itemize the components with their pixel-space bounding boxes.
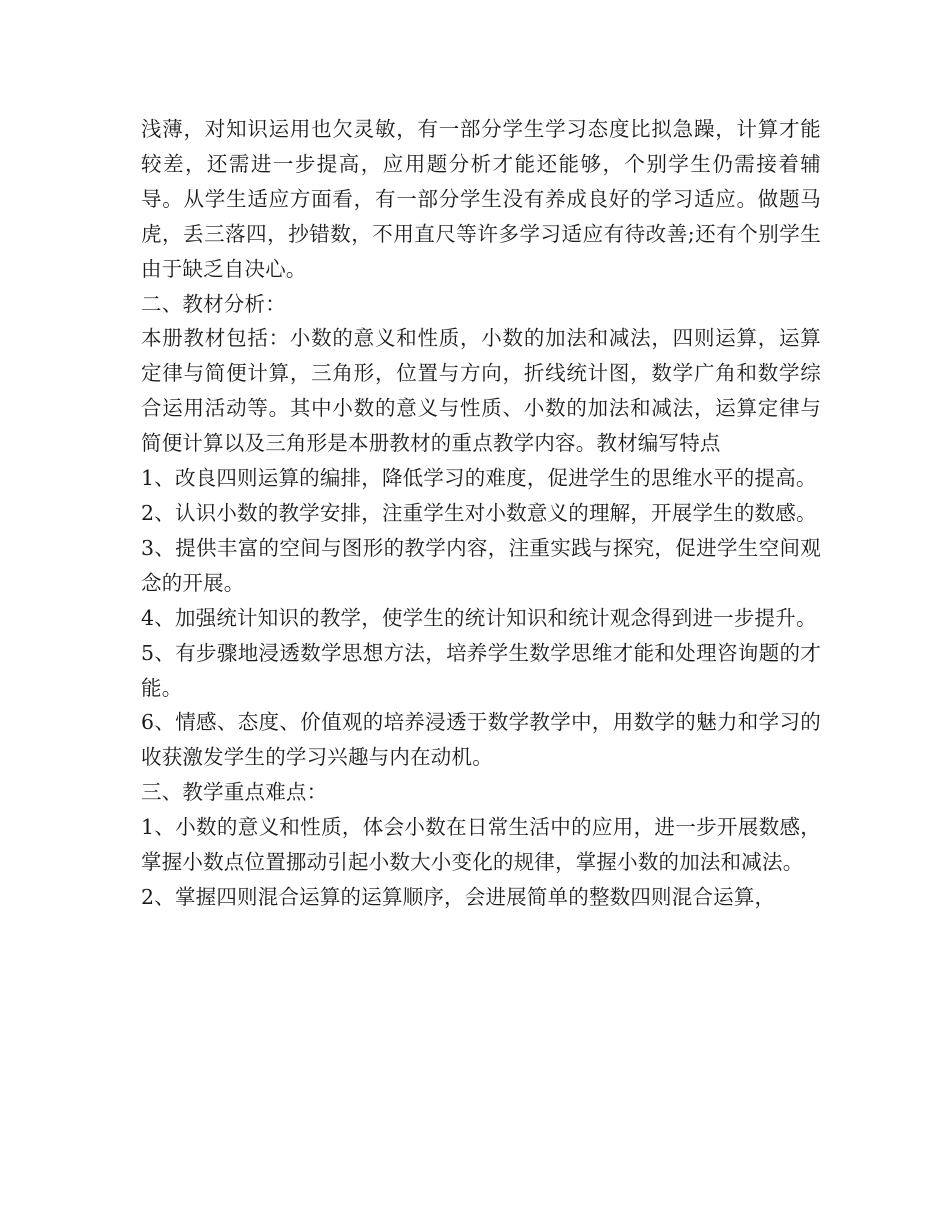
heading-key-points: 三、教学重点难点：	[141, 780, 328, 805]
list-item-keypoint-2: 2、掌握四则混合运算的运算顺序，会进展简单的整数四则混合运算，	[141, 884, 776, 909]
document-body	[141, 112, 821, 915]
paragraph-student-analysis: 浅薄，对知识运用也欠灵敏，有一部分学生学习态度比拟急躁，计算才能较差，还需进一步提高，应用题分析才能还能够，个别学生仍需接着辅导。从学生适应方面看，有一部分学生没有养成良好的学习适应。做题马虎，丢三落四，抄错数，不用直尺等许多学习适应有待改善;还有个别学生由于缺乏自决心。	[141, 117, 821, 281]
paragraph-textbook-contents: 本册教材包括：小数的意义和性质，小数的加法和减法，四则运算，运算定律与简便计算，三角形，位置与方向，折线统计图，数学广角和数学综合运用活动等。其中小数的意义与性质、小数的加法和减法，运算定律与简便计算以及三角形是本册教材的重点教学内容。教材编写特点	[141, 326, 821, 456]
heading-textbook-analysis: 二、教材分析：	[141, 291, 286, 316]
list-item-feature-4: 4、加强统计知识的教学，使学生的统计知识和统计观念得到进一步提升。	[141, 605, 817, 630]
list-item-keypoint-1: 1、小数的意义和性质，体会小数在日常生活中的应用，进一步开展数感，掌握小数点位置挪动引起小数大小变化的规律，掌握小数的加法和减法。	[141, 815, 821, 875]
list-item-feature-2: 2、认识小数的教学安排，注重学生对小数意义的理解，开展学生的数感。	[141, 500, 817, 525]
list-item-feature-6: 6、情感、态度、价值观的培养浸透于数学教学中，用数学的魅力和学习的收获激发学生的学习兴趣与内在动机。	[141, 710, 821, 770]
list-item-feature-5: 5、有步骤地浸透数学思想方法，培养学生数学思维才能和处理咨询题的才能。	[141, 640, 821, 700]
list-item-feature-1: 1、改良四则运算的编排，降低学习的难度，促进学生的思维水平的提高。	[141, 466, 817, 491]
list-item-feature-3: 3、提供丰富的空间与图形的教学内容，注重实践与探究，促进学生空间观念的开展。	[141, 535, 821, 595]
